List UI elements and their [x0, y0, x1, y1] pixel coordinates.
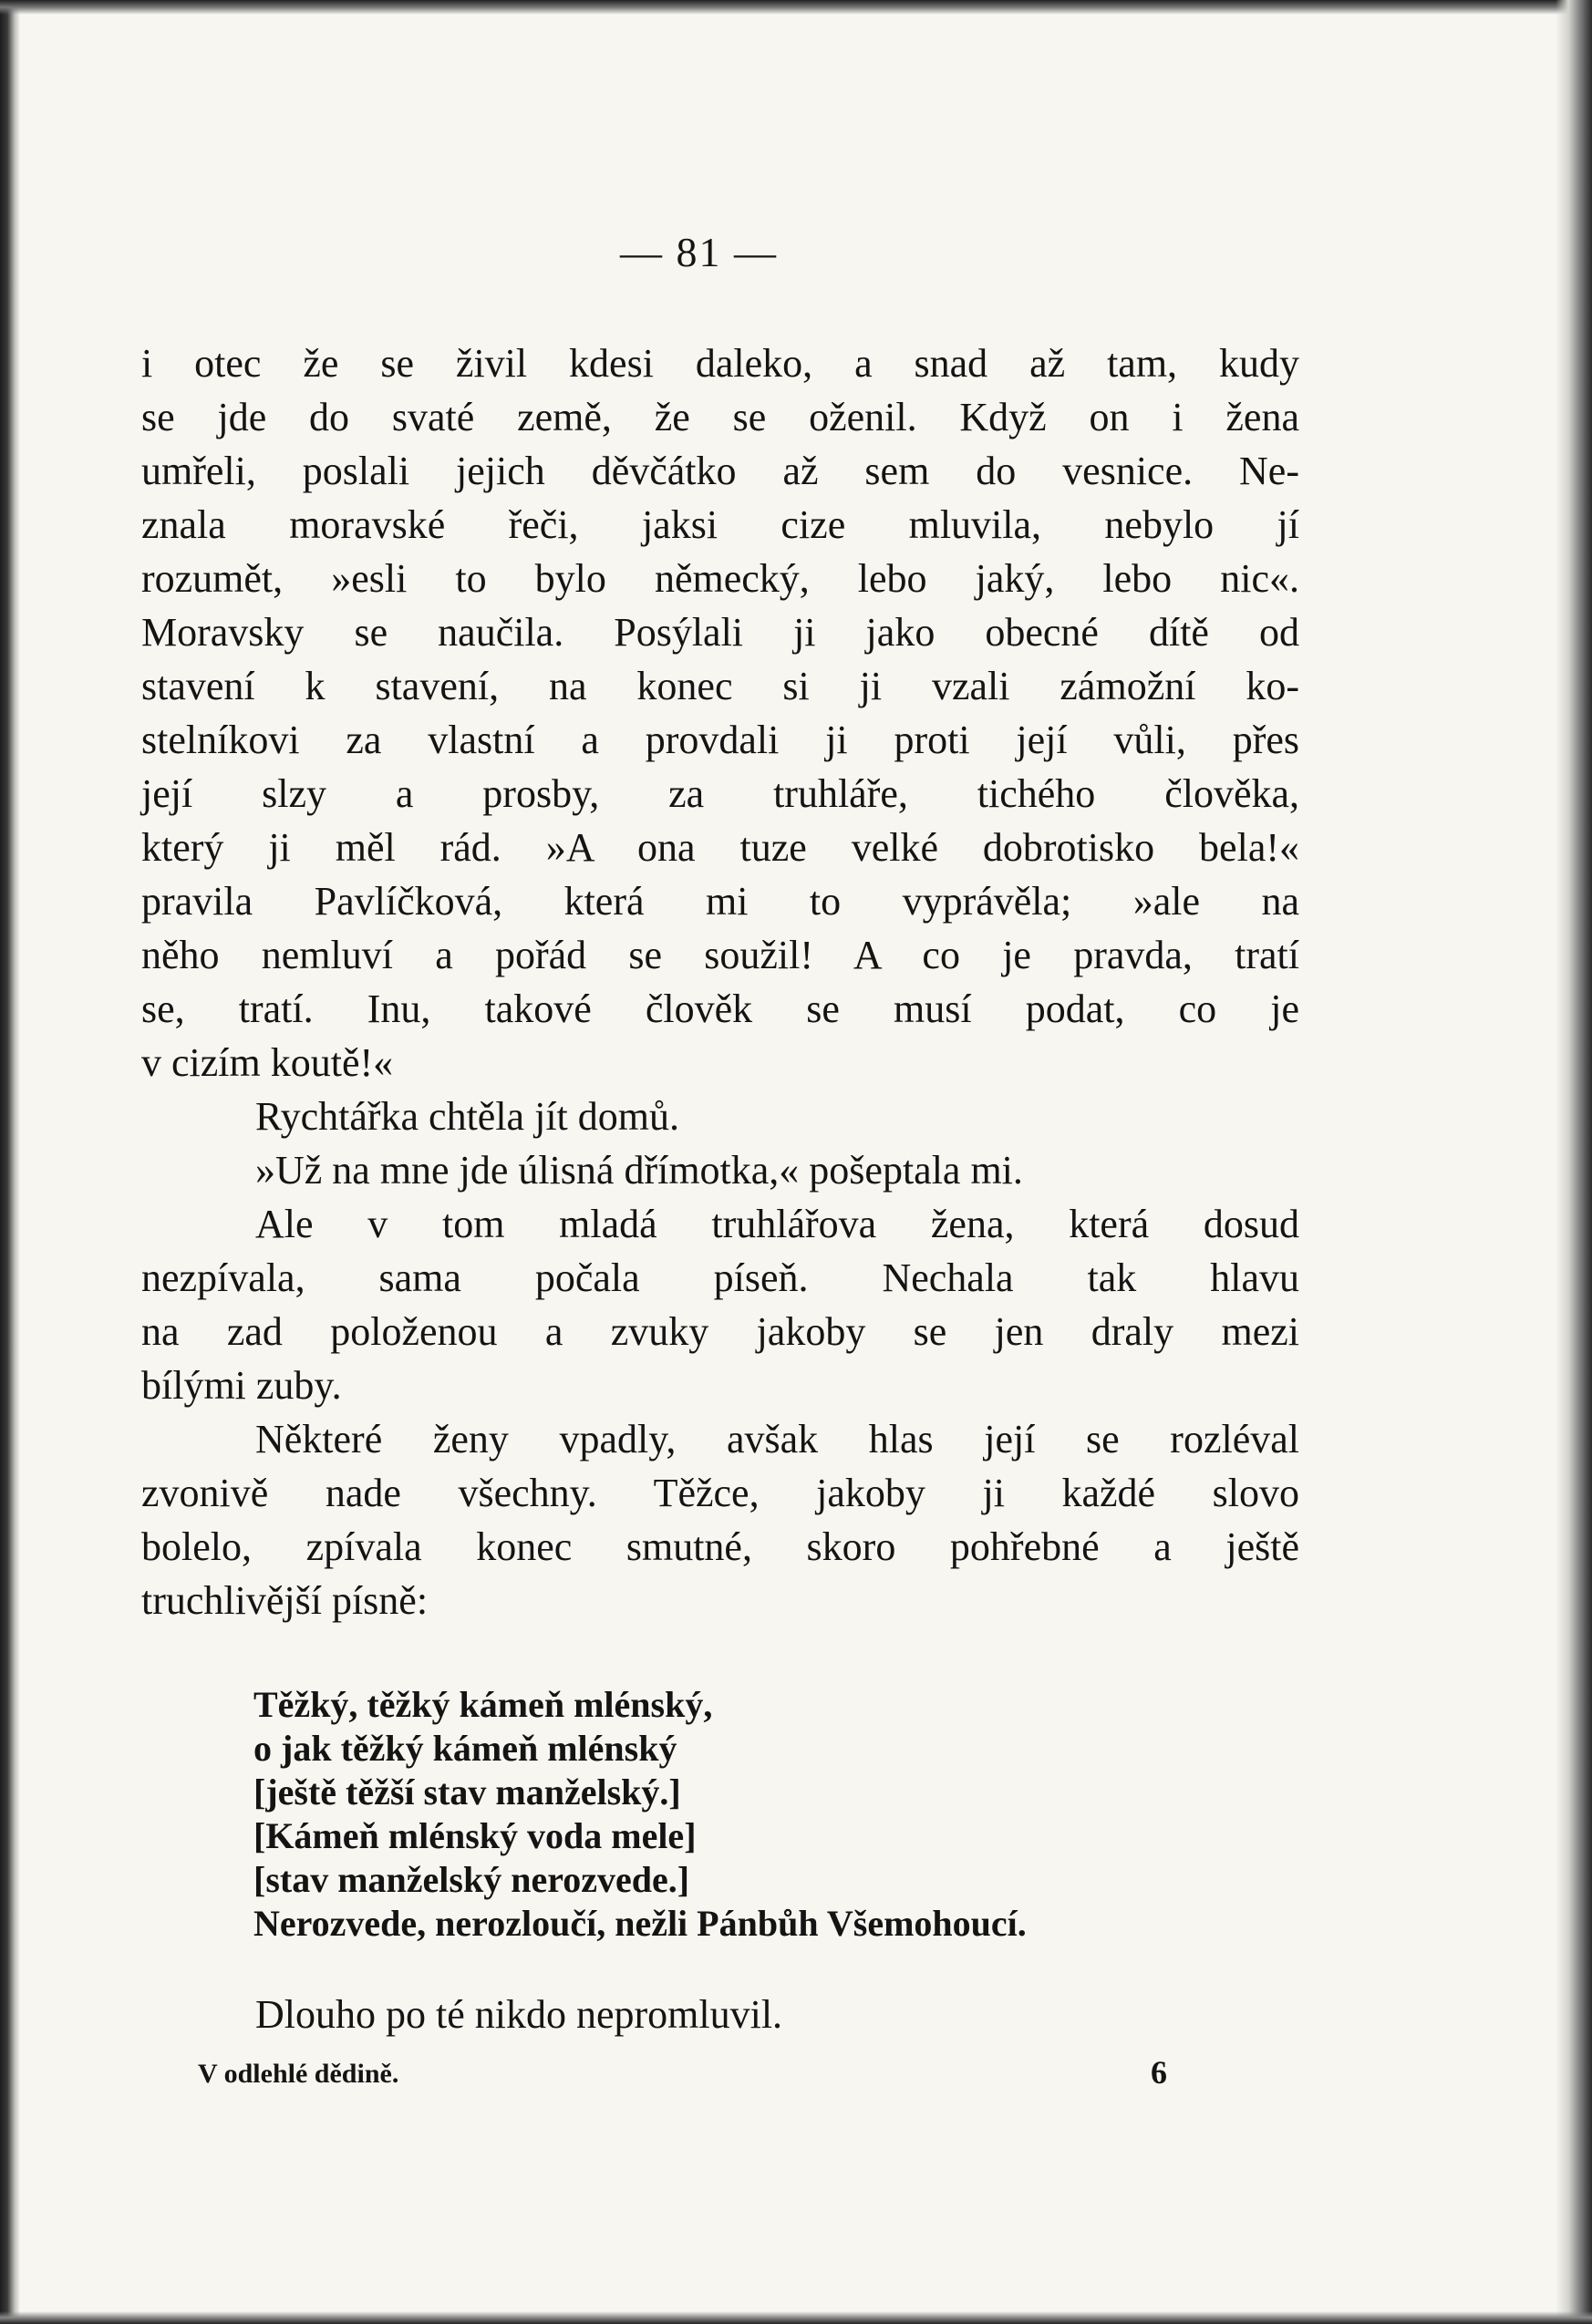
page-number: — 81 —: [620, 229, 778, 275]
body-line: se jde do svaté země, že se oženil. Když on i žena: [141, 395, 1299, 439]
verse-line: Těžký, těžký kámeň mlénský,: [253, 1684, 713, 1725]
footer-signature-mark: 6: [1151, 2054, 1167, 2091]
scan-edge-right: [1556, 0, 1592, 2324]
body-line: stelníkovi za vlastní a provdali ji proti její vůli, přes: [141, 718, 1299, 762]
body-line: »Už na mne jde úlisná dřímotka,« pošeptala mi.: [255, 1148, 1023, 1193]
body-line: znala moravské řeči, jaksi cize mluvila, nebylo jí: [141, 502, 1299, 547]
closing-line: Dlouho po té nikdo nepromluvil.: [255, 1992, 783, 2037]
body-line: Ale v tom mladá truhlářova žena, která dosud: [255, 1202, 1299, 1246]
scan-edge-left: [0, 0, 20, 2324]
footer-book-title: V odlehlé dědině.: [198, 2059, 399, 2089]
body-line: Některé ženy vpadly, avšak hlas její se rozléval: [255, 1417, 1299, 1462]
body-line: umřeli, poslali jejich děvčátko až sem do vesnice. Ne-: [141, 449, 1299, 493]
verse-line: [ještě těžší stav manželský.]: [253, 1771, 681, 1813]
body-line: zvonivě nade všechny. Těžce, jakoby ji každé slovo: [141, 1471, 1299, 1515]
body-line: Rychtářka chtěla jít domů.: [255, 1094, 679, 1139]
body-line: něho nemluví a pořád se soužil! A co je pravda, tratí: [141, 933, 1299, 977]
verse-line: [stav manželský nerozvede.]: [253, 1859, 690, 1900]
body-line: rozumět, »esli to bylo německý, lebo jaký, lebo nic«.: [141, 556, 1299, 601]
body-line: Moravsky se naučila. Posýlali ji jako obecné dítě od: [141, 610, 1299, 655]
body-line: se, tratí. Inu, takové člověk se musí podat, co je: [141, 986, 1299, 1031]
verse-line: o jak těžký kámeň mlénský: [253, 1728, 677, 1769]
body-line: pravila Pavlíčková, která mi to vyprávěla; »ale na: [141, 879, 1299, 924]
body-line: který ji měl rád. »A ona tuze velké dobrotisko bela!«: [141, 825, 1299, 870]
body-line: i otec že se živil kdesi daleko, a snad až tam, kudy: [141, 341, 1299, 386]
body-line: její slzy a prosby, za truhláře, tichého člověka,: [141, 771, 1299, 816]
body-line: bolelo, zpívala konec smutné, skoro pohřebné a ještě: [141, 1524, 1299, 1569]
body-line: na zad položenou a zvuky jakoby se jen draly mezi: [141, 1309, 1299, 1354]
body-line: stavení k stavení, na konec si ji vzali zámožní ko-: [141, 664, 1299, 708]
body-line: nezpívala, sama počala píseň. Nechala tak hlavu: [141, 1255, 1299, 1300]
scan-edge-bottom: [0, 2311, 1592, 2324]
verse-line: Nerozvede, nerozloučí, nežli Pánbůh Všemohoucí.: [253, 1903, 1027, 1944]
song-verse: [253, 1683, 1275, 1946]
body-line: v cizím koutě!«: [141, 1040, 394, 1085]
body-line: bílými zuby.: [141, 1363, 342, 1408]
verse-line: [Kámeň mlénský voda mele]: [253, 1815, 697, 1856]
body-line: truchlivější písně:: [141, 1578, 429, 1623]
body-text: [141, 336, 1299, 1627]
scan-edge-top: [0, 0, 1592, 15]
